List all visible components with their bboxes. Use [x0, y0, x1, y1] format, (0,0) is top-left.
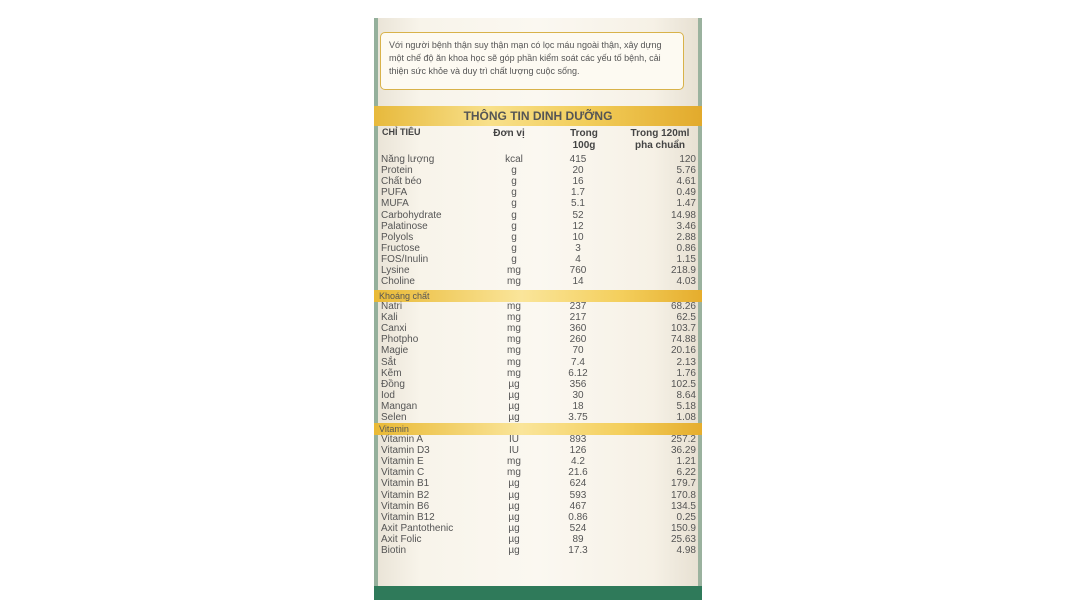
value-per-100g: 10	[572, 231, 584, 243]
value-per-120ml: 8.64	[676, 389, 696, 401]
nutrient-unit: mg	[507, 312, 521, 324]
value-per-100g: 17.3	[568, 545, 588, 556]
value-per-100g: 4.2	[571, 456, 585, 468]
nutrient-unit: g	[511, 242, 517, 254]
nutrient-name: Photpho	[381, 334, 419, 346]
nutrient-unit: g	[511, 187, 517, 199]
nutrient-unit: mg	[507, 334, 521, 346]
nutrient-name: Năng lượng	[381, 154, 435, 165]
nutrient-name: Đồng	[381, 378, 405, 390]
value-per-120ml: 170.8	[670, 489, 696, 501]
nutrient-unit: µg	[508, 500, 520, 512]
value-per-120ml: 2.88	[676, 231, 696, 243]
nutrient-name: Vitamin B2	[381, 489, 430, 501]
value-per-120ml: 68.26	[670, 301, 696, 312]
value-per-100g: 126	[569, 445, 587, 457]
value-per-120ml: 1.21	[676, 456, 696, 468]
value-per-120ml: 218.9	[670, 265, 696, 276]
nutrition-title: THÔNG TIN DINH DƯỠNG	[374, 106, 702, 126]
value-per-100g: 360	[569, 323, 587, 335]
value-per-120ml: 179.7	[670, 478, 696, 490]
value-per-100g: 6.12	[568, 367, 588, 379]
value-per-120ml: 1.08	[676, 412, 696, 423]
nutrient-unit: mg	[507, 323, 521, 335]
value-per-100g: 593	[569, 489, 587, 501]
nutrient-unit: IU	[509, 434, 519, 445]
value-per-100g: 415	[569, 154, 587, 165]
nutrient-name: Choline	[381, 276, 415, 288]
product-label	[374, 18, 702, 600]
nutrient-name: Kali	[381, 312, 398, 324]
nutrient-name: Sắt	[381, 356, 397, 368]
value-per-120ml: 36.29	[670, 445, 696, 457]
value-per-120ml: 1.15	[676, 253, 696, 265]
nutrient-unit: µg	[508, 522, 520, 534]
nutrient-name: PUFA	[381, 187, 408, 199]
value-per-120ml: 0.86	[676, 242, 696, 254]
value-per-100g: 893	[569, 434, 587, 445]
value-per-120ml: 25.63	[670, 533, 696, 545]
value-per-100g: 18	[572, 400, 584, 412]
nutrient-name: Chất béo	[381, 176, 422, 188]
nutrient-unit: g	[511, 176, 517, 188]
nutrient-name: Axit Pantothenic	[381, 522, 454, 534]
value-per-100g: 3.75	[568, 412, 588, 423]
nutrient-unit: g	[511, 198, 517, 210]
value-per-100g: 7.4	[571, 356, 585, 368]
value-per-120ml: 1.47	[676, 198, 696, 210]
nutrient-unit: µg	[508, 489, 520, 501]
nutrient-unit: g	[511, 220, 517, 232]
value-per-120ml: 20.16	[670, 345, 696, 357]
value-per-100g: 1.7	[571, 187, 585, 199]
header-unit: Đơn vị	[493, 128, 525, 139]
value-per-100g: 217	[569, 312, 587, 324]
table-row	[374, 276, 702, 288]
value-per-100g: 12	[572, 220, 584, 232]
nutrient-name: Magie	[381, 345, 409, 357]
nutrient-unit: g	[511, 165, 517, 177]
nutrient-name: Vitamin B6	[381, 500, 430, 512]
nutrient-unit: µg	[508, 412, 520, 423]
value-per-100g: 624	[569, 478, 587, 490]
value-per-120ml: 1.76	[676, 367, 696, 379]
nutrient-name: Carbohydrate	[381, 209, 442, 221]
value-per-100g: 30	[572, 389, 584, 401]
nutrient-name: Natri	[381, 301, 403, 312]
value-per-120ml: 14.98	[670, 209, 696, 221]
value-per-120ml: 74.88	[670, 334, 696, 346]
value-per-120ml: 5.76	[676, 165, 696, 177]
value-per-120ml: 102.5	[670, 378, 696, 390]
nutrient-name: Canxi	[381, 323, 407, 335]
value-per-120ml: 2.13	[676, 356, 696, 368]
nutrient-unit: g	[511, 209, 517, 221]
nutrient-name: Fructose	[381, 242, 420, 254]
value-per-120ml: 5.18	[676, 400, 696, 412]
section-header: Khoáng chất	[374, 290, 702, 302]
nutrient-unit: mg	[507, 367, 521, 379]
nutrient-unit: kcal	[505, 154, 523, 165]
value-per-120ml: 257.2	[670, 434, 696, 445]
nutrient-unit: µg	[508, 533, 520, 545]
value-per-100g: 20	[572, 165, 584, 177]
value-per-120ml: 103.7	[670, 323, 696, 335]
nutrient-name: Mangan	[381, 400, 418, 412]
value-per-100g: 4	[575, 253, 581, 265]
nutrient-unit: mg	[507, 456, 521, 468]
value-per-120ml: 62.5	[676, 312, 696, 324]
nutrient-name: FOS/Inulin	[381, 253, 429, 265]
nutrient-name: Vitamin B12	[381, 511, 435, 523]
header-name: CHỈ TIÊU	[382, 127, 421, 137]
nutrient-name: Biotin	[381, 545, 407, 556]
nutrient-unit: mg	[507, 467, 521, 479]
section-header: Vitamin	[374, 423, 702, 435]
nutrient-name: Lysine	[381, 265, 410, 276]
intro-text-box: Với người bệnh thận suy thận mạn có lọc máu ngoài thận, xây dựng một chế độ ăn khoa học sẽ góp phần kiểm soát các yếu tố bệnh, cải thiện sức khỏe và duy trì chất lượng cuộc sống.	[380, 32, 684, 90]
value-per-100g: 760	[569, 265, 587, 276]
nutrient-name: Protein	[381, 165, 413, 177]
value-per-120ml: 4.61	[676, 176, 696, 188]
value-per-100g: 14	[572, 276, 584, 288]
value-per-120ml: 6.22	[676, 467, 696, 479]
value-per-100g: 89	[572, 533, 584, 545]
value-per-100g: 260	[569, 334, 587, 346]
header-per100: Trong 100g	[570, 128, 598, 151]
nutrient-name: Vitamin E	[381, 456, 424, 468]
value-per-100g: 5.1	[571, 198, 585, 210]
nutrient-unit: µg	[508, 400, 520, 412]
can-band-bottom	[374, 586, 702, 600]
nutrient-unit: µg	[508, 378, 520, 390]
value-per-120ml: 150.9	[670, 522, 696, 534]
value-per-120ml: 120	[679, 154, 696, 165]
nutrient-name: Polyols	[381, 231, 414, 243]
nutrient-name: MUFA	[381, 198, 409, 210]
nutrient-unit: g	[511, 231, 517, 243]
value-per-120ml: 134.5	[670, 500, 696, 512]
value-per-120ml: 0.49	[676, 187, 696, 199]
nutrient-unit: µg	[508, 511, 520, 523]
nutrient-name: Vitamin A	[381, 434, 424, 445]
nutrient-unit: mg	[507, 345, 521, 357]
value-per-100g: 356	[569, 378, 587, 390]
value-per-100g: 21.6	[568, 467, 588, 479]
value-per-120ml: 0.25	[676, 511, 696, 523]
nutrient-name: Selen	[381, 412, 407, 423]
nutrient-unit: IU	[509, 445, 519, 457]
nutrient-unit: mg	[507, 356, 521, 368]
value-per-120ml: 4.03	[676, 276, 696, 288]
nutrient-name: Iod	[381, 389, 395, 401]
nutrient-unit: mg	[507, 276, 521, 288]
nutrient-unit: g	[511, 253, 517, 265]
value-per-100g: 52	[572, 209, 584, 221]
nutrient-unit: µg	[508, 389, 520, 401]
nutrient-name: Palatinose	[381, 220, 428, 232]
value-per-120ml: 3.46	[676, 220, 696, 232]
nutrient-unit: µg	[508, 545, 520, 556]
value-per-100g: 70	[572, 345, 584, 357]
nutrient-name: Vitamin B1	[381, 478, 430, 490]
value-per-120ml: 4.98	[676, 545, 696, 556]
nutrient-name: Kẽm	[381, 367, 402, 379]
value-per-100g: 524	[569, 522, 587, 534]
nutrient-unit: µg	[508, 478, 520, 490]
nutrient-unit: mg	[507, 265, 521, 276]
nutrient-name: Axit Folic	[381, 533, 422, 545]
nutrient-name: Vitamin C	[381, 467, 425, 479]
value-per-100g: 16	[572, 176, 584, 188]
nutrient-unit: mg	[507, 301, 521, 312]
table-row	[374, 545, 702, 557]
value-per-100g: 237	[569, 301, 587, 312]
nutrient-name: Vitamin D3	[381, 445, 430, 457]
value-per-100g: 467	[569, 500, 587, 512]
value-per-100g: 3	[575, 242, 581, 254]
value-per-100g: 0.86	[568, 511, 588, 523]
header-per120: Trong 120ml pha chuẩn	[630, 128, 690, 151]
